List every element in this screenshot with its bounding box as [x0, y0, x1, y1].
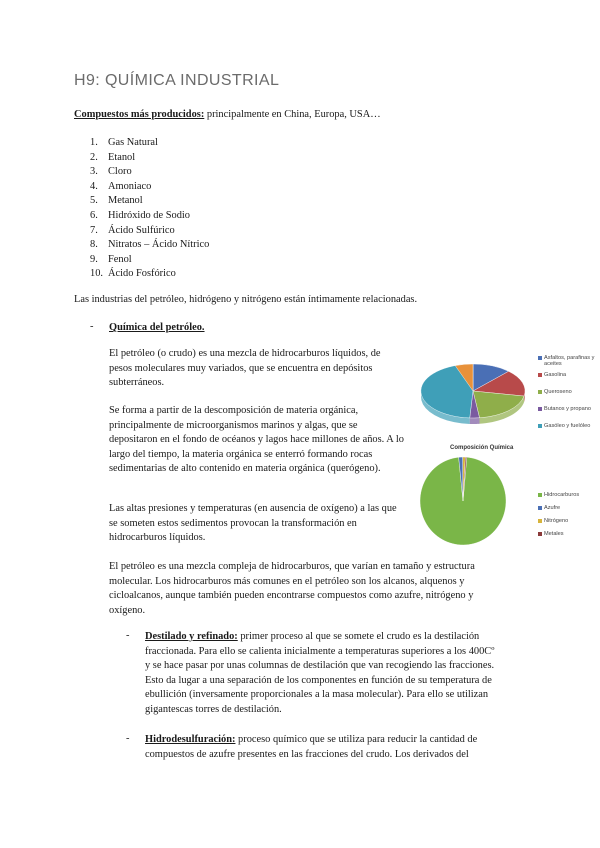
page-title: H9: QUÍMICA INDUSTRIAL — [74, 72, 280, 89]
section-heading: Química del petróleo. — [109, 322, 205, 333]
pie1-slices — [421, 364, 525, 424]
list-label: Ácido Sulfúrico — [108, 224, 175, 236]
subitem-hidrodesulfuracion — [145, 733, 502, 762]
list-label: Cloro — [108, 166, 132, 178]
list-label: Metanol — [108, 195, 143, 207]
list-item — [74, 209, 209, 224]
legend-label: Asfaltos, parafinas y aceites — [544, 355, 595, 368]
intro-paragraph — [74, 108, 381, 123]
subitem-destilado — [145, 630, 502, 718]
list-number: 8. — [90, 239, 98, 251]
subitem-dash: - — [126, 733, 130, 744]
list-number: 10. — [90, 268, 103, 280]
legend-swatch — [538, 407, 542, 411]
subitem-bold: Hidrodesulfuración: — [145, 734, 236, 745]
list-item — [74, 151, 209, 166]
list-number: 3. — [90, 166, 98, 178]
legend-swatch — [538, 532, 542, 536]
list-number: 7. — [90, 224, 98, 236]
list-number: 5. — [90, 195, 98, 207]
legend-swatch — [538, 356, 542, 360]
list-item — [74, 194, 209, 209]
paragraph-mezcla: El petróleo es una mezcla compleja de hidrocarburos, que varían en tamaño y estructura molecular. Los hidrocarburos más comunes en el petróleo son los alcanos, alquenos y cicloalcanos, aunque también pueden encontrarse compuestos como azufre, nitrógeno y oxígeno. — [109, 561, 475, 616]
intro-text: principalmente en China, Europa, USA… — [204, 109, 381, 120]
relation-paragraph: Las industrias del petróleo, hidrógeno y nitrógeno están íntimamente relacionadas. — [74, 294, 418, 305]
legend-label: Azufre — [544, 505, 561, 511]
paragraph-formacion: Se forma a partir de la descomposición de materia orgánica, principalmente de microorganismos marinos y algas, que se depositaron en el fondo de océanos y lagos hace millones de años. A lo largo del tiempo, la materia orgánica se enterró formando rocas sedimentarias de alto contenido en materia orgánica (querógeno). — [109, 405, 404, 475]
list-label: Ácido Fosfórico — [108, 268, 176, 280]
subitem-dash: - — [126, 630, 130, 641]
pie-slice-side — [470, 418, 480, 424]
list-item — [74, 224, 209, 239]
legend-swatch — [538, 373, 542, 377]
legend-swatch — [538, 519, 542, 523]
legend-swatch — [538, 424, 542, 428]
list-label: Amoniaco — [108, 180, 152, 192]
paragraph-presiones: Las altas presiones y temperaturas (en ausencia de oxígeno) a las que se someten estos sedimentos provocan la transformación en hidrocarburos líquidos. — [109, 503, 397, 544]
legend-label: Gasolina — [544, 372, 567, 378]
subitem-bold: Destilado y refinado: — [145, 631, 238, 642]
subitem-text: proceso químico que se utiliza para reducir la cantidad de compuestos de azufre presentes en las fracciones del crudo. Los derivados del — [145, 734, 478, 760]
list-number: 9. — [90, 253, 98, 265]
list-number: 2. — [90, 151, 98, 163]
legend-label: Hidrocarburos — [544, 492, 580, 498]
list-number: 4. — [90, 180, 98, 192]
legend-label: Nitrógeno — [544, 518, 569, 524]
chart-title-composition: Composición Química — [450, 445, 514, 451]
legend-label: Gasóleo y fuelóleo — [544, 423, 591, 429]
list-item — [74, 136, 209, 151]
legend-swatch — [538, 506, 542, 510]
legend-swatch — [538, 493, 542, 497]
list-label: Hidróxido de Sodio — [108, 209, 190, 221]
list-item — [74, 238, 209, 253]
list-label: Nitratos – Ácido Nítrico — [108, 239, 210, 251]
list-item — [74, 267, 209, 282]
legend-swatch — [538, 390, 542, 394]
paragraph-petroleo-def: El petróleo (o crudo) es una mezcla de hidrocarburos líquidos, de pesos moleculares muy variados, que se encuentra en depósitos subterráneos. — [109, 348, 381, 389]
pie-chart-composition — [418, 455, 518, 555]
subitem-text: primer proceso al que se somete el crudo es la destilación fraccionada. Para ello se calienta inicialmente a temperaturas superiores a los 400Cº y se hace pasar por unas columnas de destilación que van recogiendo las fracciones. Esto da lugar a una separación de los componentes en función de su temperatura de ebullición (inversamente proporcionales a la masa molecular). Para ello se utilizan gigantescas torres de destilación. — [145, 631, 495, 715]
intro-bold: Compuestos más producidos: — [74, 109, 205, 120]
list-number: 6. — [90, 209, 98, 221]
list-label: Etanol — [108, 151, 136, 163]
list-item — [74, 253, 209, 268]
section-dash: - — [90, 321, 94, 332]
legend-label: Queroseno — [544, 389, 572, 395]
pie2-slices — [420, 457, 506, 545]
compound-list — [74, 136, 209, 282]
legend-label: Butanos y propano — [544, 406, 591, 412]
list-label: Gas Natural — [108, 137, 158, 148]
list-item — [74, 165, 209, 180]
list-item — [74, 180, 209, 195]
legend-label: Metales — [544, 531, 564, 537]
list-label: Fenol — [108, 253, 132, 265]
list-number: 1. — [90, 137, 98, 148]
